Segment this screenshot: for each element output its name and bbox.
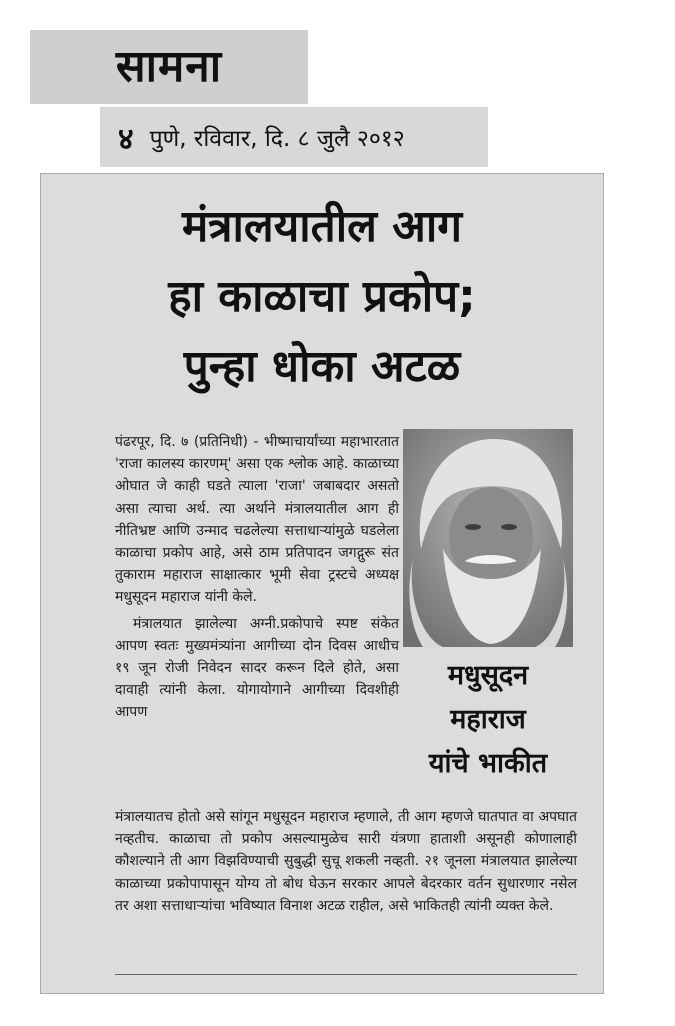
- article-paragraph-2: मंत्रालयात झालेल्या अग्नी.प्रकोपाचे स्पष्ट संकेत आपण स्वतः मुख्यमंत्र्यांना आगीच्या दोन दिवस आधीच १९ जून रोजी निवेदन सादर करून दिले होते, असा दावाही त्यांनी केला. योगायोगाने आगीच्या दिवशीही आपण: [115, 615, 399, 721]
- dateline-text: पुणे, रविवार, दि. ८ जुलै २०१२: [149, 126, 405, 152]
- newspaper-logo: सामना: [115, 41, 223, 92]
- caption-line-1: मधुसूदन: [447, 660, 529, 691]
- caption-line-3: यांचे भाकीत: [428, 748, 548, 779]
- headline: [41, 192, 603, 402]
- portrait-photo: [403, 429, 573, 647]
- caption-line-2: महाराज: [450, 704, 526, 735]
- headline-line-3: पुन्हा धोका अटळ: [183, 341, 461, 392]
- page-number: ४: [118, 121, 134, 157]
- article-paragraph-1: पंढरपूर, दि. ७ (प्रतिनिधी) - भीष्माचार्यांच्या महाभारतात 'राजा कालस्य कारणम्' असा एक श्लोक आहे. काळाच्या ओघात जे काही घडते त्याला 'राजा' जबाबदार असतो असा त्याचा अर्थ. त्या अर्थाने मंत्रालयातील आग ही नीतिभ्रष्ट आणि उन्माद चढलेल्या सत्ताधाऱ्यांमुळे घडलेला काळाचा प्रकोप आहे, असे ठाम प्रतिपादन जगद्गुरू संत तुकाराम महाराज साक्षात्कार भूमी सेवा ट्रस्टचे अध्यक्ष मधुसूदन महाराज यांनी केले.: [115, 434, 399, 606]
- article-column: [115, 431, 399, 724]
- headline-line-1: मंत्रालयातील आग: [181, 201, 463, 252]
- article-clipping: [40, 173, 604, 994]
- photo-caption: [399, 654, 577, 786]
- bottom-rule: [115, 974, 577, 975]
- article-paragraph-3: मंत्रालयातच होतो असे सांगून मधुसूदन महाराज म्हणाले, ती आग म्हणजे घातपात वा अपघात नव्हतीच. काळाचा तो प्रकोप असल्यामुळेच सारी यंत्रणा हाताशी असूनही कोणालाही कौशल्याने ती आग विझविण्याची सुबुद्धी सुचू शकली नव्हती. २१ जूनला मंत्रालयात झालेल्या काळाच्या प्रकोपापासून योग्य तो बोध घेऊन सरकार आपले बेदरकार वर्तन सुधारणार नसेल तर अशा सत्ताधाऱ्यांचा भविष्यात विनाश अटळ राहील, असे भाकितही त्यांनी व्यक्त केले.: [115, 809, 577, 914]
- headline-line-2: हा काळाचा प्रकोप;: [168, 271, 476, 322]
- dateline: [100, 107, 488, 167]
- masthead: [30, 30, 308, 104]
- portrait-image: [403, 429, 573, 647]
